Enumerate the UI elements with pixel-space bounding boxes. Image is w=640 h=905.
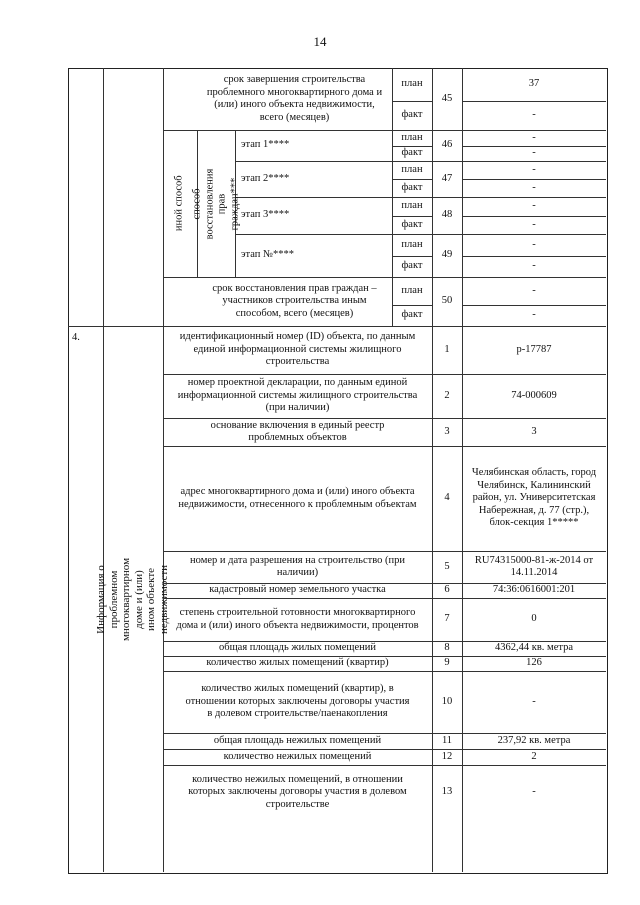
plan-label: план xyxy=(401,163,423,175)
row-label: кадастровый номер земельного участка xyxy=(209,584,386,596)
row-number: 7 xyxy=(444,613,450,625)
row-number: 47 xyxy=(441,172,453,184)
row-label: этап 1**** xyxy=(241,139,290,151)
row-value: - xyxy=(532,695,536,707)
vertical-inner-label: способ восстановления прав граждан*** xyxy=(191,168,240,239)
row-label: количество жилых помещений (квартир), в отношении которых заключены договоры участия в долевом строительстве/паенакопления xyxy=(185,683,410,720)
fact-value: - xyxy=(532,309,536,321)
vertical-outer-label: иной способ xyxy=(173,175,185,232)
row-number: 5 xyxy=(444,560,450,572)
row-label: этап №**** xyxy=(241,249,295,261)
row-label: количество нежилых помещений, в отношении которых заключены договоры участия в долевом строительстве xyxy=(188,773,407,810)
row-value: 0 xyxy=(531,613,537,625)
fact-label: факт xyxy=(401,147,423,159)
page-number: 14 xyxy=(313,34,327,49)
plan-label: план xyxy=(401,200,423,212)
row-value: 237,92 кв. метра xyxy=(497,734,571,746)
section-number: 4. xyxy=(72,331,80,343)
row-label: этап 2**** xyxy=(241,172,290,184)
row-number: 9 xyxy=(444,657,450,669)
plan-label: план xyxy=(401,238,423,250)
row-label: количество жилых помещений (квартир) xyxy=(206,657,389,669)
row-label: срок восстановления прав граждан – участников строительства иным способом, всего (месяцев) xyxy=(212,282,377,319)
fact-value: - xyxy=(532,260,536,272)
row-label: степень строительной готовности многоквартирного дома и (или) иного объекта недвижимости, процентов xyxy=(176,607,419,631)
plan-label: план xyxy=(401,131,423,143)
row-label: срок завершения строительства проблемного многоквартирного дома и (или) иного объекта недвижимости, всего (месяцев) xyxy=(206,74,383,123)
fact-label: факт xyxy=(401,181,423,193)
row-value: 3 xyxy=(531,425,537,437)
plan-value: - xyxy=(532,238,536,250)
row-label: общая площадь жилых помещений xyxy=(218,642,377,654)
row-number: 46 xyxy=(441,139,453,151)
row-number: 48 xyxy=(441,209,453,221)
row-label: номер и дата разрешения на строительство (при наличии) xyxy=(190,554,405,578)
row-number: 4 xyxy=(444,492,450,504)
row-value: 4362,44 кв. метра xyxy=(495,642,573,654)
plan-value: - xyxy=(532,163,536,175)
row-number: 2 xyxy=(444,389,450,401)
plan-value: - xyxy=(532,200,536,212)
row-label: основание включения в единый реестр проблемных объектов xyxy=(210,419,385,443)
fact-value: - xyxy=(532,109,536,121)
row-number: 6 xyxy=(444,584,450,596)
row-value: 74:36:0616001:201 xyxy=(492,584,576,596)
plan-label: план xyxy=(401,78,423,90)
fact-label: факт xyxy=(401,109,423,121)
row-value: 2 xyxy=(531,750,537,762)
fact-label: факт xyxy=(401,218,423,230)
row-number: 49 xyxy=(441,249,453,261)
plan-label: план xyxy=(401,284,423,296)
row-number: 12 xyxy=(441,750,453,762)
plan-value: - xyxy=(532,284,536,296)
row-number: 50 xyxy=(441,295,453,307)
row-label: количество нежилых помещений xyxy=(223,750,372,762)
plan-value: - xyxy=(532,131,536,143)
row-number: 10 xyxy=(441,695,453,707)
row-number: 11 xyxy=(441,734,453,746)
row-number: 1 xyxy=(444,343,450,355)
fact-value: - xyxy=(532,181,536,193)
row-number: 8 xyxy=(444,642,450,654)
row-value: RU74315000-81-ж-2014 от 14.11.2014 xyxy=(474,554,594,578)
row-value: 126 xyxy=(526,657,542,669)
row-value: 74-000609 xyxy=(511,389,557,401)
fact-value: - xyxy=(532,147,536,159)
row-label: общая площадь нежилых помещений xyxy=(213,734,382,746)
row-number: 13 xyxy=(441,786,453,798)
fact-label: факт xyxy=(401,309,423,321)
fact-value: - xyxy=(532,218,536,230)
section-vertical-title: Информация о проблемном многоквартирном доме и (или) ином объекте недвижимости xyxy=(95,557,171,641)
row-value: р-17787 xyxy=(516,343,552,355)
row-label: этап 3**** xyxy=(241,209,290,221)
row-value: - xyxy=(532,786,536,798)
row-number: 3 xyxy=(444,425,450,437)
row-label: идентификационный номер (ID) объекта, по данным единой информационной системы жилищного строительства xyxy=(179,331,416,368)
row-number: 45 xyxy=(441,92,453,104)
row-label: номер проектной декларации, по данным единой информационной системы жилищного строительства (при наличии) xyxy=(177,377,418,414)
fact-label: факт xyxy=(401,260,423,272)
plan-value: 37 xyxy=(528,78,540,90)
row-value: Челябинская область, город Челябинск, Калининский район, ул. Университетская Набережная, д. 77 (стр.), блок-секция 1***** xyxy=(471,467,597,529)
row-label: адрес многоквартирного дома и (или) иного объекта недвижимости, отнесенного к проблемным объектам xyxy=(178,486,417,510)
